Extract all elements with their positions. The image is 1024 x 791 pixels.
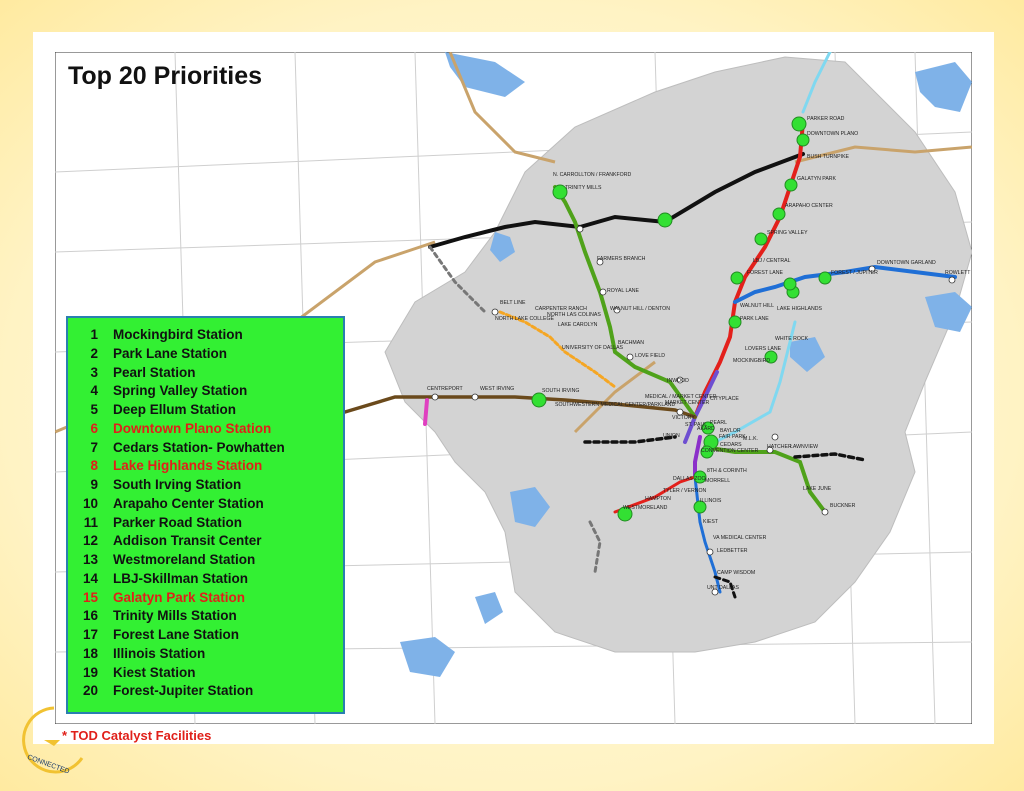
priority-rank: 11	[83, 514, 98, 530]
priority-station-name: Arapaho Center Station	[113, 495, 264, 511]
label-north-lake-college: NORTH LAKE COLLEGE	[495, 316, 555, 322]
label-dallas-zoo: DALLAS ZOO	[673, 476, 706, 482]
label-sw-medical: SOUTHWESTERN MEDICAL CENTER/PARKLAND	[555, 402, 676, 408]
priority-station-name: Westmoreland Station	[113, 552, 256, 567]
priority-rank: 9	[90, 477, 98, 492]
label-belt-line: BELT LINE	[500, 300, 526, 306]
label-camp-wisdom: CAMP WISDOM	[717, 570, 756, 576]
priority-rank: 13	[82, 552, 98, 567]
priority-station-name: Lake Highlands Station	[113, 458, 263, 474]
label-ledbetter: LEDBETTER	[717, 548, 748, 554]
label-lake-highlands: LAKE HIGHLANDS	[777, 306, 822, 312]
priority-station-name: Kiest Station	[113, 664, 196, 680]
priority-station-name: Mockingbird Station	[113, 327, 243, 342]
label-va-medical: VA MEDICAL CENTER	[713, 535, 767, 541]
priority-station-name: Downtown Plano Station	[113, 420, 272, 436]
priority-station-name: Addison Transit Center	[113, 533, 262, 549]
label-forest-jupiter: FOREST / JUPITER	[831, 270, 878, 276]
label-parker-road: PARKER ROAD	[807, 116, 845, 122]
label-downtown-garland: DOWNTOWN GARLAND	[877, 260, 936, 266]
priority-rank: 16	[82, 608, 98, 624]
label-union: UNION	[663, 433, 680, 439]
priority-station-name: Park Lane Station	[113, 345, 228, 361]
priority-rank: 18	[82, 645, 98, 661]
label-galatyn-park: GALATYN PARK	[797, 176, 837, 182]
priority-station-name: Galatyn Park Station	[113, 589, 246, 605]
priority-station-name: Pearl Station	[113, 364, 196, 380]
label-westmoreland: WESTMORELAND	[623, 505, 668, 511]
priority-rank: 12	[82, 533, 98, 549]
label-carpenter-ranch: CARPENTER RANCH	[535, 306, 587, 312]
label-farmers-branch: FARMERS BRANCH	[597, 256, 646, 262]
label-tyler-vernon: TYLER / VERNON	[663, 488, 707, 494]
priority-station-name: Illinois Station	[113, 645, 206, 661]
label-lbj-central: LBJ / CENTRAL	[753, 258, 791, 264]
label-st-paul: ST. PAUL	[685, 422, 708, 428]
priority-rank: 3	[90, 364, 98, 380]
connected-logo	[14, 700, 94, 780]
priority-rank: 1	[90, 327, 98, 342]
priority-station-name: Trinity Mills Station	[113, 608, 237, 624]
priority-station-name: Forest Lane Station	[113, 627, 240, 642]
label-love-field: LOVE FIELD	[635, 353, 665, 359]
footnote-tod: * TOD Catalyst Facilities	[62, 728, 212, 743]
priority-rank: 17	[82, 627, 98, 642]
priority-rank: 20	[82, 683, 98, 699]
label-kiest: KIEST	[703, 519, 718, 525]
priority-rank: 5	[90, 402, 98, 417]
label-south-irving: SOUTH IRVING	[542, 388, 580, 394]
label-mlk: M.L.K.	[743, 436, 758, 442]
pink-spur	[425, 400, 427, 424]
label-unt-dallas: UNT DALLAS	[707, 585, 739, 591]
label-rowlett: ROWLETT	[945, 270, 971, 276]
label-victory: VICTORY	[672, 415, 695, 421]
priority-rank: 6	[90, 420, 98, 436]
label-morrell: MORRELL	[705, 478, 731, 484]
label-forest-lane: FOREST LANE	[747, 270, 783, 276]
priority-rank: 14	[82, 570, 98, 586]
priority-station-name: Spring Valley Station	[113, 383, 248, 399]
label-trinity-mills: TRINITY MILLS	[565, 185, 602, 191]
label-walnut-hill-denton: WALNUT HILL / DENTON	[610, 306, 670, 312]
label-white-rock: WHITE ROCK	[775, 336, 809, 342]
label-lawnview: LAWNVIEW	[790, 444, 819, 450]
priority-rank: 8	[90, 458, 98, 474]
priority-rank: 19	[82, 664, 98, 680]
label-hatcher: HATCHER	[767, 444, 792, 450]
label-fair-park: FAIR PARK	[719, 434, 746, 440]
label-lake-carolyn: LAKE CAROLYN	[558, 322, 598, 328]
label-spring-valley: SPRING VALLEY	[767, 230, 808, 236]
label-lovers-lane: LOVERS LANE	[745, 346, 782, 352]
priority-station-name: LBJ-Skillman Station	[113, 570, 249, 586]
label-convention-center: CONVENTION CENTER	[701, 448, 759, 454]
label-west-irving: WEST IRVING	[480, 386, 515, 392]
label-illinois: ILLINOIS	[700, 498, 722, 504]
label-centreport: CENTREPORT	[427, 386, 463, 392]
logo-text: CONNECTED	[26, 753, 71, 776]
label-pearl: PEARL	[710, 420, 728, 426]
label-market-center: MARKET CENTER	[665, 400, 710, 406]
label-univ-dallas: UNIVERSITY OF DALLAS	[562, 345, 624, 351]
priority-rank: 10	[82, 495, 98, 511]
label-city-place: CITYPLACE	[710, 396, 739, 402]
label-nc-frankford: N. CARROLLTON / FRANKFORD	[553, 172, 632, 178]
label-akard: AKARD	[697, 426, 715, 432]
label-arapaho-center: ARAPAHO CENTER	[785, 203, 833, 209]
label-downtown-plano: DOWNTOWN PLANO	[807, 131, 859, 137]
priority-station-name: Forest-Jupiter Station	[113, 683, 254, 699]
label-lake-june: LAKE JUNE	[803, 486, 832, 492]
label-royal-lane: ROYAL LANE	[607, 288, 640, 294]
priority-station-name: Deep Ellum Station	[113, 402, 237, 417]
label-medical-market: MEDICAL / MARKET CENTER	[645, 394, 717, 400]
label-hampton: HAMPTON	[645, 496, 671, 502]
label-baylor: BAYLOR	[720, 428, 741, 434]
label-mockingbird: MOCKINGBIRD	[733, 358, 771, 364]
label-bush-turnpike: BUSH TURNPIKE	[807, 154, 849, 160]
label-north-las-colinas: NORTH LAS COLINAS	[547, 312, 601, 318]
priority-station-name: South Irving Station	[113, 477, 242, 492]
label-cedars: CEDARS	[720, 442, 742, 448]
label-eighth-corinth: 8TH & CORINTH	[707, 468, 747, 474]
priority-station-name: Parker Road Station	[113, 514, 243, 530]
label-park-lane: PARK LANE	[740, 316, 769, 322]
priority-rank: 2	[90, 345, 98, 361]
page-title: Top 20 Priorities	[68, 62, 263, 90]
priority-rank: 15	[82, 589, 98, 605]
label-inwood: INWOOD	[667, 378, 689, 384]
priority-rank: 7	[90, 439, 98, 455]
priority-station-name: Cedars Station- Powhatten	[113, 439, 285, 455]
label-bachman: BACHMAN	[618, 340, 644, 346]
priority-list-box	[66, 316, 345, 714]
label-walnut-hill: WALNUT HILL	[740, 303, 775, 309]
priority-rank: 4	[90, 383, 98, 399]
label-buckner: BUCKNER	[830, 503, 856, 509]
